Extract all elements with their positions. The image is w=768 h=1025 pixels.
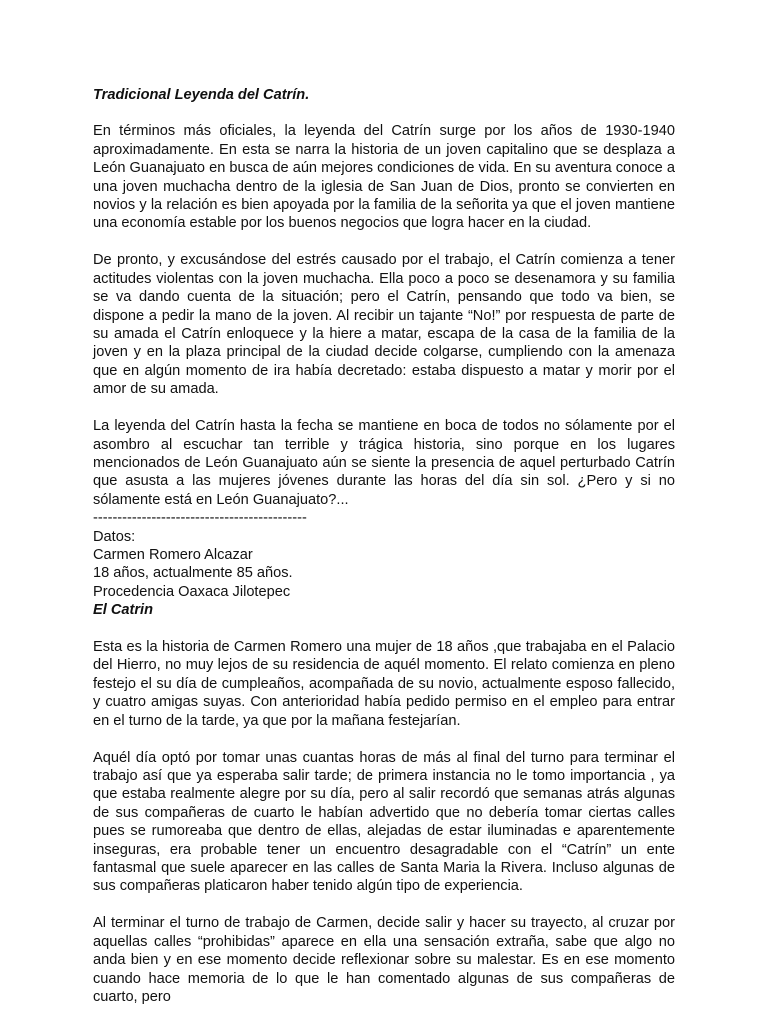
data-block <box>93 528 675 602</box>
paragraph-1: En términos más oficiales, la leyenda del Catrín surge por los años de 1930-1940 aproximadamente. En esta se narra la historia de un joven capitalino que se desplaza a León Guanajuato en busca de aún mejores condiciones de vida. En su aventura conoce a una joven muchacha dentro de la iglesia de San Juan de Dios, pronto se convierten en novios y la relación es bien apoyada por la familia de la señorita ya que el joven mantiene una economía estable por los buenos negocios que logra hacer en la ciudad. <box>93 123 675 232</box>
data-line-age: 18 años, actualmente 85 años. <box>93 565 293 582</box>
data-line-origin: Procedencia Oaxaca Jilotepec <box>93 583 291 600</box>
data-line-name: Carmen Romero Alcazar <box>93 546 253 563</box>
document-page <box>93 86 675 1025</box>
paragraph-2: De pronto, y excusándose del estrés causado por el trabajo, el Catrín comienza a tener actitudes violentas con la joven muchacha. Ella poco a poco se desenamora y su familia se va dando cuenta de la situación; pero el Catrín, pensando que todo va bien, se dispone a pedir la mano de la joven. Al recibir un tajante “No!” por respuesta de parte de su amada el Catrín enloquece y la hiere a matar, escapa de la casa de la familia de la joven y en la plaza principal de la ciudad decide colgarse, cumpliendo con la amenaza que en algún momento de ira había decretado: estaba dispuesto a matar y morir por el amor de su amada. <box>93 252 675 398</box>
data-label: Datos: <box>93 528 136 545</box>
document-title: Tradicional Leyenda del Catrín. <box>93 87 310 103</box>
separator-line: -------------------------------------------- <box>93 510 307 527</box>
story-subtitle: El Catrin <box>93 602 154 619</box>
story-paragraph-2: Aquél día optó por tomar unas cuantas horas de más al final del turno para terminar el trabajo así que ya esperaba salir tarde; de primera instancia no le tomo importancia , ya que estaba realmente alegre por su día, pero al salir recordó que semanas atrás algunas de sus compañeras de cuarto le habían advertido que no debería tomar ciertas calles pues se rumoreaba que dentro de ellas, alejadas de estar iluminadas e aparentemente inseguras, era probable tener un encuentro desagradable con el “Catrín” un ente fantasmal que suele aparecer en las calles de Santa Maria la Rivera. Incluso algunas de sus compañeras platicaron haber tenido algún tipo de experiencia. <box>93 749 675 895</box>
story-paragraph-1: Esta es la historia de Carmen Romero una mujer de 18 años ,que trabajaba en el Palacio del Hierro, no muy lejos de su residencia de aquél momento. El relato comienza en pleno festejo el su día de cumpleaños, acompañada de su novio, actualmente esposo fallecido, y cuatro amigas suyas. Con anterioridad había pedido permiso en el empleo para entrar en el turno de la tarde, ya que por la mañana festejarían. <box>93 639 675 729</box>
story-paragraph-3: Al terminar el turno de trabajo de Carmen, decide salir y hacer su trayecto, al cruzar por aquellas calles “prohibidas” aparece en ella una sensación extraña, sabe que algo no anda bien y en ese momento decide reflexionar sobre su malestar. Es en ese momento cuando hace memoria de lo que le han comentado algunas de sus compañeras de cuarto, pero <box>93 915 675 1005</box>
paragraph-3: La leyenda del Catrín hasta la fecha se mantiene en boca de todos no sólamente por el asombro al escuchar tan terrible y trágica historia, sino porque en los lugares mencionados de León Guanajuato aún se siente la presencia de aquel perturbado Catrín que asusta a las mujeres jóvenes durante las horas del día sin sol. ¿Pero y si no sólamente está en León Guanajuato?... <box>93 418 675 508</box>
